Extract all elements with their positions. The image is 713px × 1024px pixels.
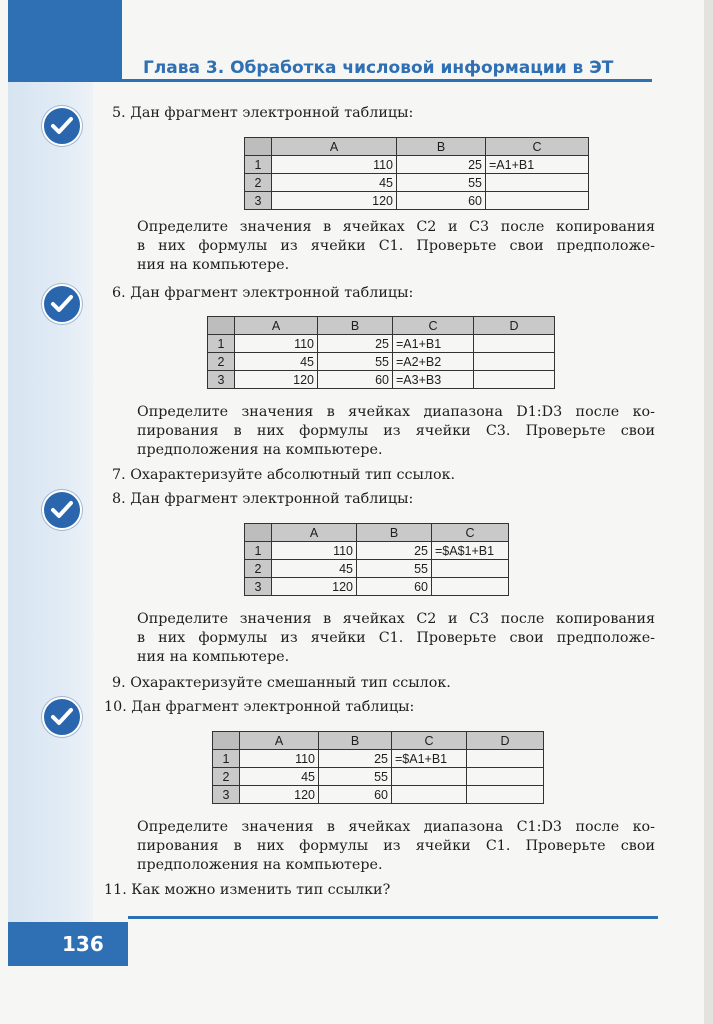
cell: 55 (319, 768, 392, 786)
body-line: предположения на компьютере. (137, 857, 383, 873)
body-line: в них формулы из ячейки С1. Проверьте свои предположе- (137, 238, 655, 254)
cell: 45 (272, 174, 397, 192)
body-line: Определите значения в ячейках диапазона С1:D3 после ко- (137, 819, 655, 835)
task-8-body (137, 610, 655, 667)
column-header: D (474, 317, 555, 335)
cell: 60 (357, 578, 432, 596)
cell (392, 768, 467, 786)
header-color-block (8, 0, 122, 82)
cell: 110 (235, 335, 318, 353)
cell (432, 578, 509, 596)
checkmark-icon (42, 106, 82, 146)
corner-cell (245, 138, 272, 156)
task-5-body (137, 218, 655, 275)
corner-cell (208, 317, 235, 335)
body-line: Определите значения в ячейках С2 и С3 после копирования (137, 219, 655, 235)
cell (432, 560, 509, 578)
spreadsheet-fragment-8 (244, 523, 509, 596)
column-header: C (392, 732, 467, 750)
column-header: B (318, 317, 393, 335)
spreadsheet-fragment-5 (244, 137, 589, 210)
cell (467, 768, 544, 786)
body-line: ния на компьютере. (137, 257, 290, 273)
body-line: Определите значения в ячейках диапазона D1:D3 после ко- (137, 404, 655, 420)
task-number: 11. (104, 882, 127, 898)
header-divider (122, 79, 652, 82)
cell: 45 (272, 560, 357, 578)
row-header: 2 (245, 560, 272, 578)
cell (486, 192, 589, 210)
task-title: Охарактеризуйте смешанный тип ссылок. (130, 675, 451, 691)
task-title: Охарактеризуйте абсолютный тип ссылок. (130, 467, 456, 483)
cell: 110 (272, 156, 397, 174)
task-5-heading (112, 104, 413, 123)
cell: =A3+B3 (393, 371, 474, 389)
task-10-body (137, 818, 655, 875)
task-title: Дан фрагмент электронной таблицы: (130, 285, 414, 301)
row-header: 3 (208, 371, 235, 389)
corner-cell (245, 524, 272, 542)
cell: 55 (318, 353, 393, 371)
corner-cell (213, 732, 240, 750)
task-number: 7. (112, 467, 126, 483)
chapter-title: Глава 3. Обработка числовой информации в ЭТ (143, 58, 614, 78)
task-9-heading (112, 674, 451, 693)
cell: 110 (240, 750, 319, 768)
task-title: Дан фрагмент электронной таблицы: (131, 699, 415, 715)
row-header: 1 (245, 542, 272, 560)
cell: 120 (240, 786, 319, 804)
page-edge (704, 0, 713, 1024)
row-header: 1 (208, 335, 235, 353)
cell: 120 (272, 578, 357, 596)
body-line: в них формулы из ячейки С1. Проверьте свои предположе- (137, 630, 655, 646)
cell: 55 (397, 174, 486, 192)
row-header: 2 (208, 353, 235, 371)
task-7-heading (112, 466, 455, 485)
task-number: 5. (112, 105, 126, 121)
cell: 25 (397, 156, 486, 174)
row-header: 2 (213, 768, 240, 786)
cell: =A1+B1 (393, 335, 474, 353)
cell (467, 786, 544, 804)
spreadsheet-fragment-6 (207, 316, 555, 389)
column-header: C (486, 138, 589, 156)
column-header: A (240, 732, 319, 750)
column-header: A (272, 138, 397, 156)
cell (474, 353, 555, 371)
column-header: D (467, 732, 544, 750)
cell: 60 (318, 371, 393, 389)
column-header: C (393, 317, 474, 335)
cell: 45 (235, 353, 318, 371)
cell: 25 (357, 542, 432, 560)
footer-divider (128, 916, 658, 919)
task-title: Как можно изменить тип ссылки? (131, 882, 391, 898)
task-title: Дан фрагмент электронной таблицы: (130, 491, 414, 507)
column-header: A (272, 524, 357, 542)
cell: =$A$1+B1 (432, 542, 509, 560)
cell (467, 750, 544, 768)
checkmark-icon (42, 697, 82, 737)
column-header: B (357, 524, 432, 542)
cell (474, 371, 555, 389)
body-line: Определите значения в ячейках С2 и С3 после копирования (137, 611, 655, 627)
spreadsheet-fragment-10 (212, 731, 544, 804)
body-line: предположения на компьютере. (137, 442, 383, 458)
body-line: ния на компьютере. (137, 649, 290, 665)
row-header: 3 (245, 578, 272, 596)
task-title: Дан фрагмент электронной таблицы: (130, 105, 414, 121)
cell: 120 (272, 192, 397, 210)
task-10-heading (104, 698, 414, 717)
task-number: 10. (104, 699, 127, 715)
column-header: B (319, 732, 392, 750)
cell: 60 (397, 192, 486, 210)
cell (486, 174, 589, 192)
row-header: 1 (213, 750, 240, 768)
task-11-heading (104, 881, 390, 900)
checkmark-icon (42, 490, 82, 530)
row-header: 1 (245, 156, 272, 174)
cell: 45 (240, 768, 319, 786)
cell: =A1+B1 (486, 156, 589, 174)
checkmark-icon (42, 284, 82, 324)
column-header: B (397, 138, 486, 156)
column-header: C (432, 524, 509, 542)
cell: 60 (319, 786, 392, 804)
cell: 110 (272, 542, 357, 560)
column-header: A (235, 317, 318, 335)
task-8-heading (112, 490, 413, 509)
cell: =$A1+B1 (392, 750, 467, 768)
task-number: 9. (112, 675, 126, 691)
row-header: 3 (213, 786, 240, 804)
task-number: 8. (112, 491, 126, 507)
row-header: 3 (245, 192, 272, 210)
cell: 25 (318, 335, 393, 353)
row-header: 2 (245, 174, 272, 192)
cell (474, 335, 555, 353)
cell: =A2+B2 (393, 353, 474, 371)
task-6-body (137, 403, 655, 460)
body-line: пирования в них формулы из ячейки С3. Проверьте свои (137, 423, 655, 439)
task-number: 6. (112, 285, 126, 301)
task-6-heading (112, 284, 413, 303)
cell: 25 (319, 750, 392, 768)
cell (392, 786, 467, 804)
cell: 120 (235, 371, 318, 389)
cell: 55 (357, 560, 432, 578)
page-number: 136 (62, 932, 104, 956)
body-line: пирования в них формулы из ячейки С1. Проверьте свои (137, 838, 655, 854)
